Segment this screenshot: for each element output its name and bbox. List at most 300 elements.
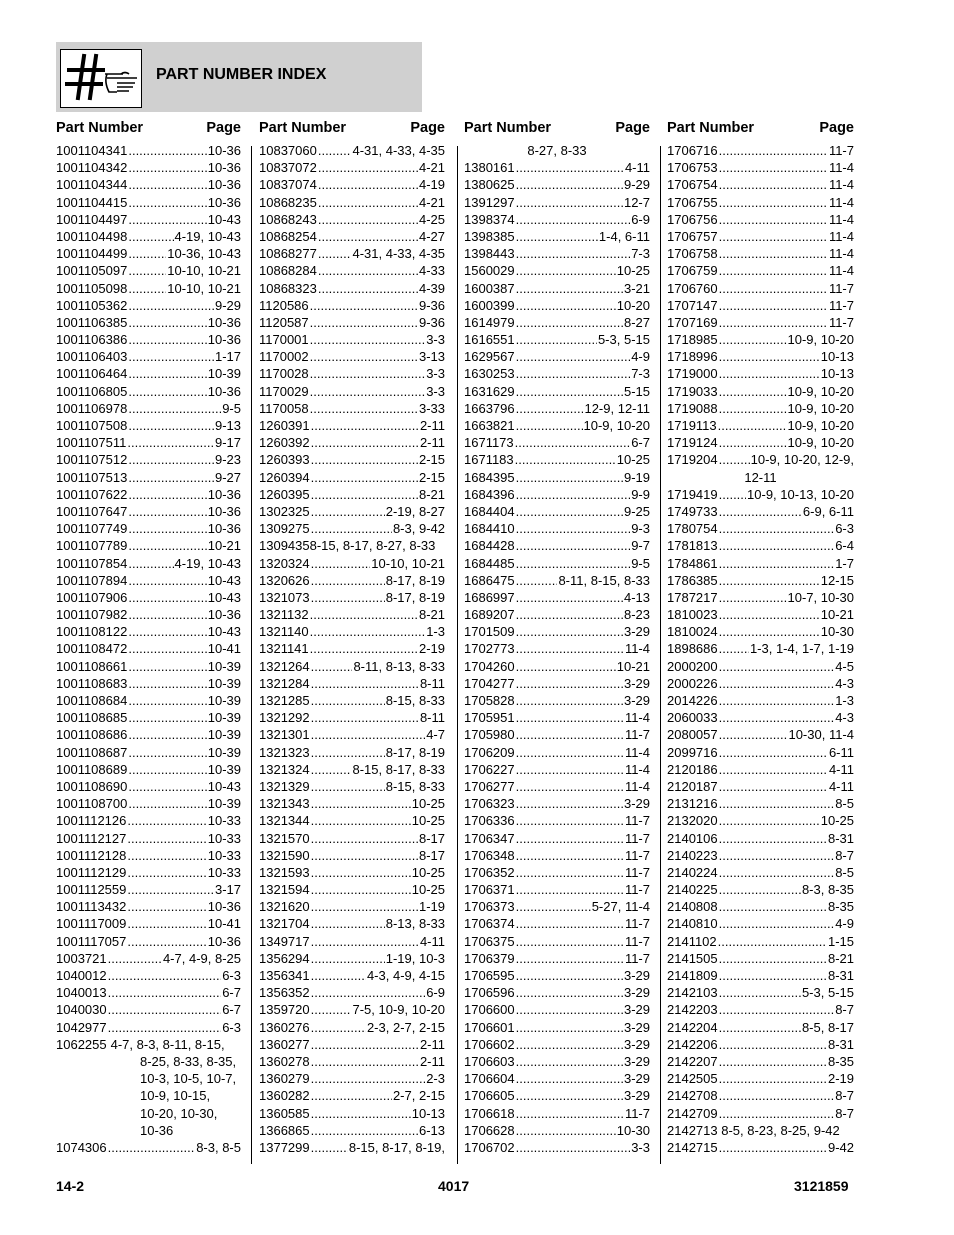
index-entry bbox=[259, 1070, 445, 1087]
index-entry bbox=[56, 847, 241, 864]
index-entry bbox=[667, 623, 854, 640]
page-reference: 1-4, 6-11 bbox=[598, 228, 650, 244]
page-reference: 8-5 bbox=[835, 796, 854, 812]
dot-leader bbox=[719, 348, 820, 365]
dot-leader bbox=[719, 314, 828, 331]
dot-leader bbox=[128, 675, 206, 692]
index-entry bbox=[56, 469, 241, 486]
page-heading: Page bbox=[819, 120, 854, 136]
dot-leader bbox=[310, 623, 426, 640]
part-number: 1260395 bbox=[259, 486, 310, 502]
part-number: 1706604 bbox=[464, 1071, 515, 1087]
dot-leader bbox=[719, 864, 835, 881]
page-reference: 10-25 bbox=[616, 263, 650, 279]
part-number: 1320626 bbox=[259, 572, 310, 588]
part-number-heading: Part Number bbox=[667, 120, 755, 136]
page-reference: 10-36 bbox=[207, 607, 241, 623]
part-number: 1706379 bbox=[464, 950, 515, 966]
index-entry bbox=[667, 640, 854, 657]
page-reference: 10-21 bbox=[820, 607, 854, 623]
dot-leader bbox=[516, 658, 616, 675]
part-number: 2142103 bbox=[667, 985, 718, 1001]
part-number: 1706605 bbox=[464, 1088, 515, 1104]
page-reference: 3-29 bbox=[623, 693, 650, 708]
page-reference: 8-15, 8-17, 8-33 bbox=[352, 761, 445, 777]
dot-leader bbox=[516, 314, 623, 331]
dot-leader bbox=[128, 589, 206, 606]
part-number: 1001113432 bbox=[56, 899, 127, 915]
dot-leader bbox=[128, 142, 206, 159]
index-entry bbox=[56, 761, 241, 778]
dot-leader bbox=[128, 726, 206, 743]
index-entry bbox=[667, 280, 854, 297]
page-reference: 3-33 bbox=[418, 400, 445, 416]
page-reference: 1-15 bbox=[827, 933, 854, 949]
dot-leader bbox=[719, 176, 828, 193]
index-entry bbox=[667, 555, 854, 572]
part-number: 1391297 bbox=[464, 194, 515, 210]
index-entry bbox=[464, 778, 650, 795]
dot-leader bbox=[128, 176, 206, 193]
dot-leader bbox=[719, 1087, 835, 1104]
index-entry bbox=[259, 451, 445, 468]
part-number: 1706628 bbox=[464, 1122, 515, 1138]
index-entry bbox=[259, 383, 445, 400]
index-entry bbox=[464, 726, 650, 743]
index-entry bbox=[56, 830, 241, 847]
dot-leader bbox=[128, 572, 206, 589]
page-reference: 2-11 bbox=[419, 435, 445, 451]
page-reference: 9-13 bbox=[214, 418, 241, 433]
page-reference: 7-3 bbox=[631, 246, 650, 262]
page-reference: 10-39 bbox=[207, 761, 241, 777]
dot-leader bbox=[516, 228, 598, 245]
dot-leader bbox=[311, 417, 419, 434]
index-entry bbox=[464, 348, 650, 365]
index-entry bbox=[259, 142, 445, 159]
page-reference: 10-41 bbox=[207, 916, 241, 932]
page-reference: 4-33 bbox=[418, 263, 445, 279]
part-number: 10837074 bbox=[259, 177, 317, 193]
part-number: 1706600 bbox=[464, 1002, 515, 1018]
part-number: 2132020 bbox=[667, 813, 718, 829]
part-number: 2131216 bbox=[667, 796, 718, 812]
dot-leader bbox=[719, 297, 828, 314]
part-number: 1706759 bbox=[667, 263, 718, 279]
page-reference: 10-9, 10-20 bbox=[787, 332, 854, 348]
page-reference: 10-25 bbox=[820, 813, 854, 829]
part-number: 2000226 bbox=[667, 675, 718, 691]
index-entry bbox=[464, 486, 650, 503]
part-number: 1001106464 bbox=[56, 366, 128, 382]
dot-leader bbox=[311, 692, 385, 709]
page-reference: 10-9, 10-20 bbox=[787, 435, 854, 451]
index-entry bbox=[464, 451, 650, 468]
column-header bbox=[56, 120, 241, 142]
page-reference: 8-11 bbox=[419, 675, 445, 691]
page-reference: 8-21 bbox=[827, 950, 854, 966]
page-reference: 12-7 bbox=[623, 194, 650, 210]
dot-leader bbox=[311, 658, 353, 675]
index-entry bbox=[259, 692, 445, 709]
page-reference: 11-4 bbox=[828, 194, 854, 210]
page-reference: 8-5, 8-17 bbox=[801, 1019, 854, 1035]
index-entry bbox=[464, 1087, 650, 1104]
dot-leader bbox=[516, 830, 624, 847]
part-number: 1560029 bbox=[464, 263, 515, 279]
page-reference: 11-7 bbox=[624, 813, 650, 829]
dot-leader bbox=[516, 640, 624, 657]
part-number: 10837060 bbox=[259, 143, 317, 158]
index-entry bbox=[56, 486, 241, 503]
part-number: 2000200 bbox=[667, 658, 718, 674]
part-number: 1706323 bbox=[464, 796, 515, 812]
part-number: 1630253 bbox=[464, 366, 515, 382]
index-entry bbox=[667, 348, 854, 365]
part-number: 1001108684 bbox=[56, 693, 128, 708]
part-number: 2141809 bbox=[667, 968, 718, 983]
page-reference: 8-11, 8-13, 8-33 bbox=[353, 658, 445, 674]
part-number: 1001108687 bbox=[56, 744, 128, 760]
part-number: 2142713 8-5, 8-23, 8-25, 9-42 bbox=[667, 1122, 840, 1138]
dot-leader bbox=[719, 898, 827, 915]
index-entry bbox=[667, 778, 854, 795]
dot-leader bbox=[310, 331, 426, 348]
dot-leader bbox=[516, 469, 623, 486]
part-number: 2140225 bbox=[667, 882, 718, 898]
index-entry bbox=[667, 589, 854, 606]
index-entry bbox=[259, 606, 445, 623]
page-reference: 10-39 bbox=[207, 727, 241, 743]
page-reference: 4-3 bbox=[835, 710, 854, 726]
index-entry bbox=[259, 297, 445, 314]
index-entry bbox=[259, 933, 445, 950]
index-entry-continuation: 10-9, 10-15, bbox=[140, 1088, 211, 1104]
part-number: 1001104497 bbox=[56, 211, 128, 227]
page-reference: 4-21 bbox=[418, 160, 445, 176]
dot-leader bbox=[311, 933, 419, 950]
index-entry bbox=[259, 417, 445, 434]
dot-leader bbox=[128, 417, 214, 434]
index-entry bbox=[667, 675, 854, 692]
part-number: 1719033 bbox=[667, 383, 718, 399]
index-entry bbox=[464, 933, 650, 950]
dot-leader bbox=[311, 451, 418, 468]
part-number: 1001108690 bbox=[56, 778, 128, 794]
dot-leader bbox=[127, 864, 206, 881]
index-entry bbox=[56, 314, 241, 331]
index-entry bbox=[667, 1087, 854, 1104]
dot-leader bbox=[719, 228, 828, 245]
index-entry bbox=[464, 658, 650, 675]
dot-leader bbox=[311, 503, 385, 520]
part-number: 1398374 bbox=[464, 211, 515, 227]
index-entry bbox=[464, 194, 650, 211]
index-entry bbox=[667, 1001, 854, 1018]
part-number: 10868243 bbox=[259, 211, 317, 227]
page-reference: 11-4 bbox=[828, 263, 854, 279]
part-number: 1719000 bbox=[667, 366, 718, 382]
index-entry bbox=[667, 314, 854, 331]
part-number: 1309275 bbox=[259, 521, 310, 537]
part-number: 1321329 bbox=[259, 778, 310, 794]
index-entry bbox=[667, 176, 854, 193]
index-entry bbox=[259, 520, 445, 537]
page-reference: 6-7 bbox=[631, 435, 650, 451]
part-number: 1705951 bbox=[464, 710, 515, 726]
page-reference: 8-17, 8-19 bbox=[385, 572, 445, 588]
part-number: 1786385 bbox=[667, 572, 718, 588]
dot-leader bbox=[719, 572, 820, 589]
column-divider bbox=[660, 146, 661, 1164]
index-entry bbox=[259, 194, 445, 211]
index-entry-continuation: 8-27, 8-33 bbox=[527, 143, 587, 158]
index-entry bbox=[464, 1036, 650, 1053]
part-number: 1001107906 bbox=[56, 589, 128, 605]
part-number: 2142708 bbox=[667, 1088, 718, 1104]
index-entry bbox=[464, 383, 650, 400]
index-entry bbox=[259, 623, 445, 640]
page-reference: 3-3 bbox=[631, 1139, 650, 1155]
dot-leader bbox=[311, 709, 419, 726]
index-entry bbox=[464, 1105, 650, 1122]
index-entry bbox=[56, 950, 241, 967]
dot-leader bbox=[719, 383, 787, 400]
page-reference: 8-31 bbox=[827, 1036, 854, 1052]
dot-leader bbox=[718, 933, 827, 950]
index-entry bbox=[56, 898, 241, 915]
page-reference: 10-13 bbox=[820, 366, 854, 382]
part-number: 1001108683 bbox=[56, 675, 128, 691]
page-reference: 6-3 bbox=[835, 521, 854, 537]
index-entry bbox=[667, 572, 854, 589]
dot-leader bbox=[311, 1087, 392, 1104]
dot-leader bbox=[516, 176, 623, 193]
dot-leader bbox=[516, 262, 616, 279]
part-number: 1001108700 bbox=[56, 796, 128, 812]
page-reference: 1-19 bbox=[418, 899, 445, 915]
part-number: 1706374 bbox=[464, 916, 515, 932]
dot-leader bbox=[318, 262, 418, 279]
index-entry bbox=[667, 262, 854, 279]
part-number: 1360279 bbox=[259, 1071, 310, 1087]
index-entry bbox=[56, 1036, 241, 1053]
page-reference: 8-7 bbox=[835, 1088, 854, 1104]
index-entry bbox=[56, 280, 241, 297]
dot-leader bbox=[719, 640, 749, 657]
dot-leader bbox=[311, 881, 411, 898]
index-entry bbox=[464, 761, 650, 778]
part-number: 1707169 bbox=[667, 314, 718, 330]
dot-leader bbox=[719, 795, 835, 812]
dot-leader bbox=[516, 1139, 631, 1156]
dot-leader bbox=[128, 761, 206, 778]
page-reference: 3-29 bbox=[623, 1088, 650, 1104]
index-entry bbox=[56, 434, 241, 451]
index-entry bbox=[56, 984, 241, 1001]
part-number: 1898686 bbox=[667, 641, 718, 657]
dot-leader bbox=[719, 726, 788, 743]
index-entry bbox=[259, 572, 445, 589]
index-entry bbox=[56, 537, 241, 554]
index-entry bbox=[464, 417, 650, 434]
page-reference: 9-25 bbox=[623, 503, 650, 519]
index-entry bbox=[464, 434, 650, 451]
page-heading: Page bbox=[615, 120, 650, 136]
dot-leader bbox=[128, 623, 206, 640]
page-reference: 5-3, 5-15 bbox=[597, 332, 650, 348]
index-entry bbox=[464, 400, 650, 417]
part-number-heading: Part Number bbox=[259, 120, 347, 136]
page-reference: 10-9, 10-13, 10-20 bbox=[747, 486, 854, 502]
page-reference: 10-25 bbox=[411, 813, 445, 829]
page-reference: 10-20 bbox=[616, 297, 650, 313]
dot-leader bbox=[128, 451, 214, 468]
dot-leader bbox=[719, 812, 820, 829]
part-number: 1321140 bbox=[259, 624, 309, 640]
page-reference: 11-4 bbox=[828, 246, 854, 262]
part-number: 1001108685 bbox=[56, 710, 128, 726]
part-number: 1706754 bbox=[667, 177, 718, 193]
page-reference: 9-3 bbox=[631, 521, 650, 537]
part-number: 1398443 bbox=[464, 246, 515, 262]
dot-leader bbox=[127, 830, 206, 847]
part-number: 1671183 bbox=[464, 452, 514, 468]
dot-leader bbox=[318, 228, 418, 245]
part-number: 1706755 bbox=[667, 194, 718, 210]
dot-leader bbox=[516, 1019, 623, 1036]
dot-leader bbox=[719, 142, 828, 159]
page-reference: 10-36 bbox=[207, 143, 241, 158]
dot-leader bbox=[719, 744, 828, 761]
part-number: 1001107511 bbox=[56, 435, 127, 451]
dot-leader bbox=[310, 606, 418, 623]
index-entry bbox=[259, 1036, 445, 1053]
part-number: 2142505 bbox=[667, 1071, 718, 1087]
page-reference: 3-29 bbox=[623, 796, 650, 812]
index-entry bbox=[667, 709, 854, 726]
dot-leader bbox=[719, 331, 787, 348]
index-entry-continuation: 10-36 bbox=[140, 1122, 174, 1138]
page-reference: 8-27 bbox=[623, 314, 650, 330]
page-reference: 9-19 bbox=[623, 469, 650, 485]
part-number: 1001106805 bbox=[56, 383, 128, 399]
part-number: 1001112126 bbox=[56, 813, 127, 829]
part-number: 2080057 bbox=[667, 727, 718, 743]
part-number: 1707147 bbox=[667, 297, 718, 313]
index-entry bbox=[464, 898, 650, 915]
column-header bbox=[464, 120, 650, 142]
page-reference: 10-33 bbox=[207, 864, 241, 880]
dot-leader bbox=[311, 1053, 419, 1070]
index-entry bbox=[464, 537, 650, 554]
index-entry bbox=[464, 606, 650, 623]
index-entry bbox=[259, 159, 445, 176]
page-reference: 10-30, 11-4 bbox=[788, 727, 854, 743]
page-reference: 6-7 bbox=[222, 985, 241, 1001]
page-reference: 4-7 bbox=[426, 727, 445, 743]
page-reference: 11-7 bbox=[828, 314, 854, 330]
index-entry bbox=[56, 864, 241, 881]
part-number: 1663821 bbox=[464, 418, 515, 433]
part-number: 1001107749 bbox=[56, 521, 128, 537]
index-entry bbox=[259, 984, 445, 1001]
index-entry bbox=[259, 1053, 445, 1070]
page-reference: 10-7, 10-30 bbox=[787, 589, 854, 605]
index-entry bbox=[667, 245, 854, 262]
index-entry bbox=[667, 537, 854, 554]
page-reference: 10-9, 10-20 bbox=[787, 400, 854, 416]
part-number: 10868284 bbox=[259, 263, 317, 279]
page-reference: 2-19, 8-27 bbox=[385, 503, 445, 519]
part-number: 1706352 bbox=[464, 864, 515, 880]
page-reference: 8-11, 8-15, 8-33 bbox=[558, 572, 650, 588]
page-reference: 10-36 bbox=[207, 521, 241, 537]
dot-leader bbox=[310, 297, 418, 314]
dot-leader bbox=[516, 280, 623, 297]
part-number: 1706277 bbox=[464, 778, 515, 794]
dot-leader bbox=[128, 194, 206, 211]
index-entry bbox=[259, 744, 445, 761]
part-number: 1001112559 bbox=[56, 882, 127, 898]
dot-leader bbox=[128, 744, 206, 761]
dot-leader bbox=[516, 675, 623, 692]
part-number: 1684404 bbox=[464, 503, 515, 519]
page-reference: 10-25 bbox=[616, 452, 650, 468]
dot-leader bbox=[516, 194, 623, 211]
page-reference: 5-3, 5-15 bbox=[801, 985, 854, 1001]
page-reference: 8-7 bbox=[835, 1105, 854, 1121]
part-number: 1718985 bbox=[667, 332, 718, 348]
part-number: 1706347 bbox=[464, 830, 515, 846]
dot-leader bbox=[108, 967, 222, 984]
index-entry bbox=[259, 915, 445, 932]
part-number: 1704277 bbox=[464, 675, 515, 691]
part-number: 1001106978 bbox=[56, 400, 128, 416]
index-entry bbox=[667, 520, 854, 537]
part-number: 1705828 bbox=[464, 693, 515, 708]
part-number: 1001105362 bbox=[56, 297, 128, 313]
part-number: 1001108686 bbox=[56, 727, 128, 743]
part-number: 1321590 bbox=[259, 847, 310, 863]
page-reference: 4-9 bbox=[631, 349, 650, 365]
part-number: 1321324 bbox=[259, 761, 310, 777]
dot-leader bbox=[719, 262, 828, 279]
part-number: 1360282 bbox=[259, 1088, 310, 1104]
dot-leader bbox=[719, 1053, 827, 1070]
index-entry bbox=[464, 211, 650, 228]
page-reference: 10-39 bbox=[207, 710, 241, 726]
dot-leader bbox=[128, 331, 206, 348]
index-entry bbox=[259, 726, 445, 743]
index-entry bbox=[464, 984, 650, 1001]
dot-leader bbox=[318, 211, 418, 228]
dot-leader bbox=[516, 520, 631, 537]
part-number: 1701509 bbox=[464, 624, 515, 640]
index-entry bbox=[259, 176, 445, 193]
page-reference: 4-39 bbox=[418, 280, 445, 296]
index-entry bbox=[56, 589, 241, 606]
index-entry bbox=[259, 864, 445, 881]
part-number: 1320324 bbox=[259, 555, 310, 571]
index-entry bbox=[667, 503, 854, 520]
page-reference: 3-29 bbox=[623, 1002, 650, 1018]
index-entry-continuation: 8-25, 8-33, 8-35, bbox=[140, 1053, 237, 1069]
part-number: 1001105098 bbox=[56, 280, 128, 296]
page-reference: 2-7, 2-15 bbox=[392, 1088, 445, 1104]
part-number: 1663796 bbox=[464, 400, 515, 416]
dot-leader bbox=[311, 1139, 348, 1156]
